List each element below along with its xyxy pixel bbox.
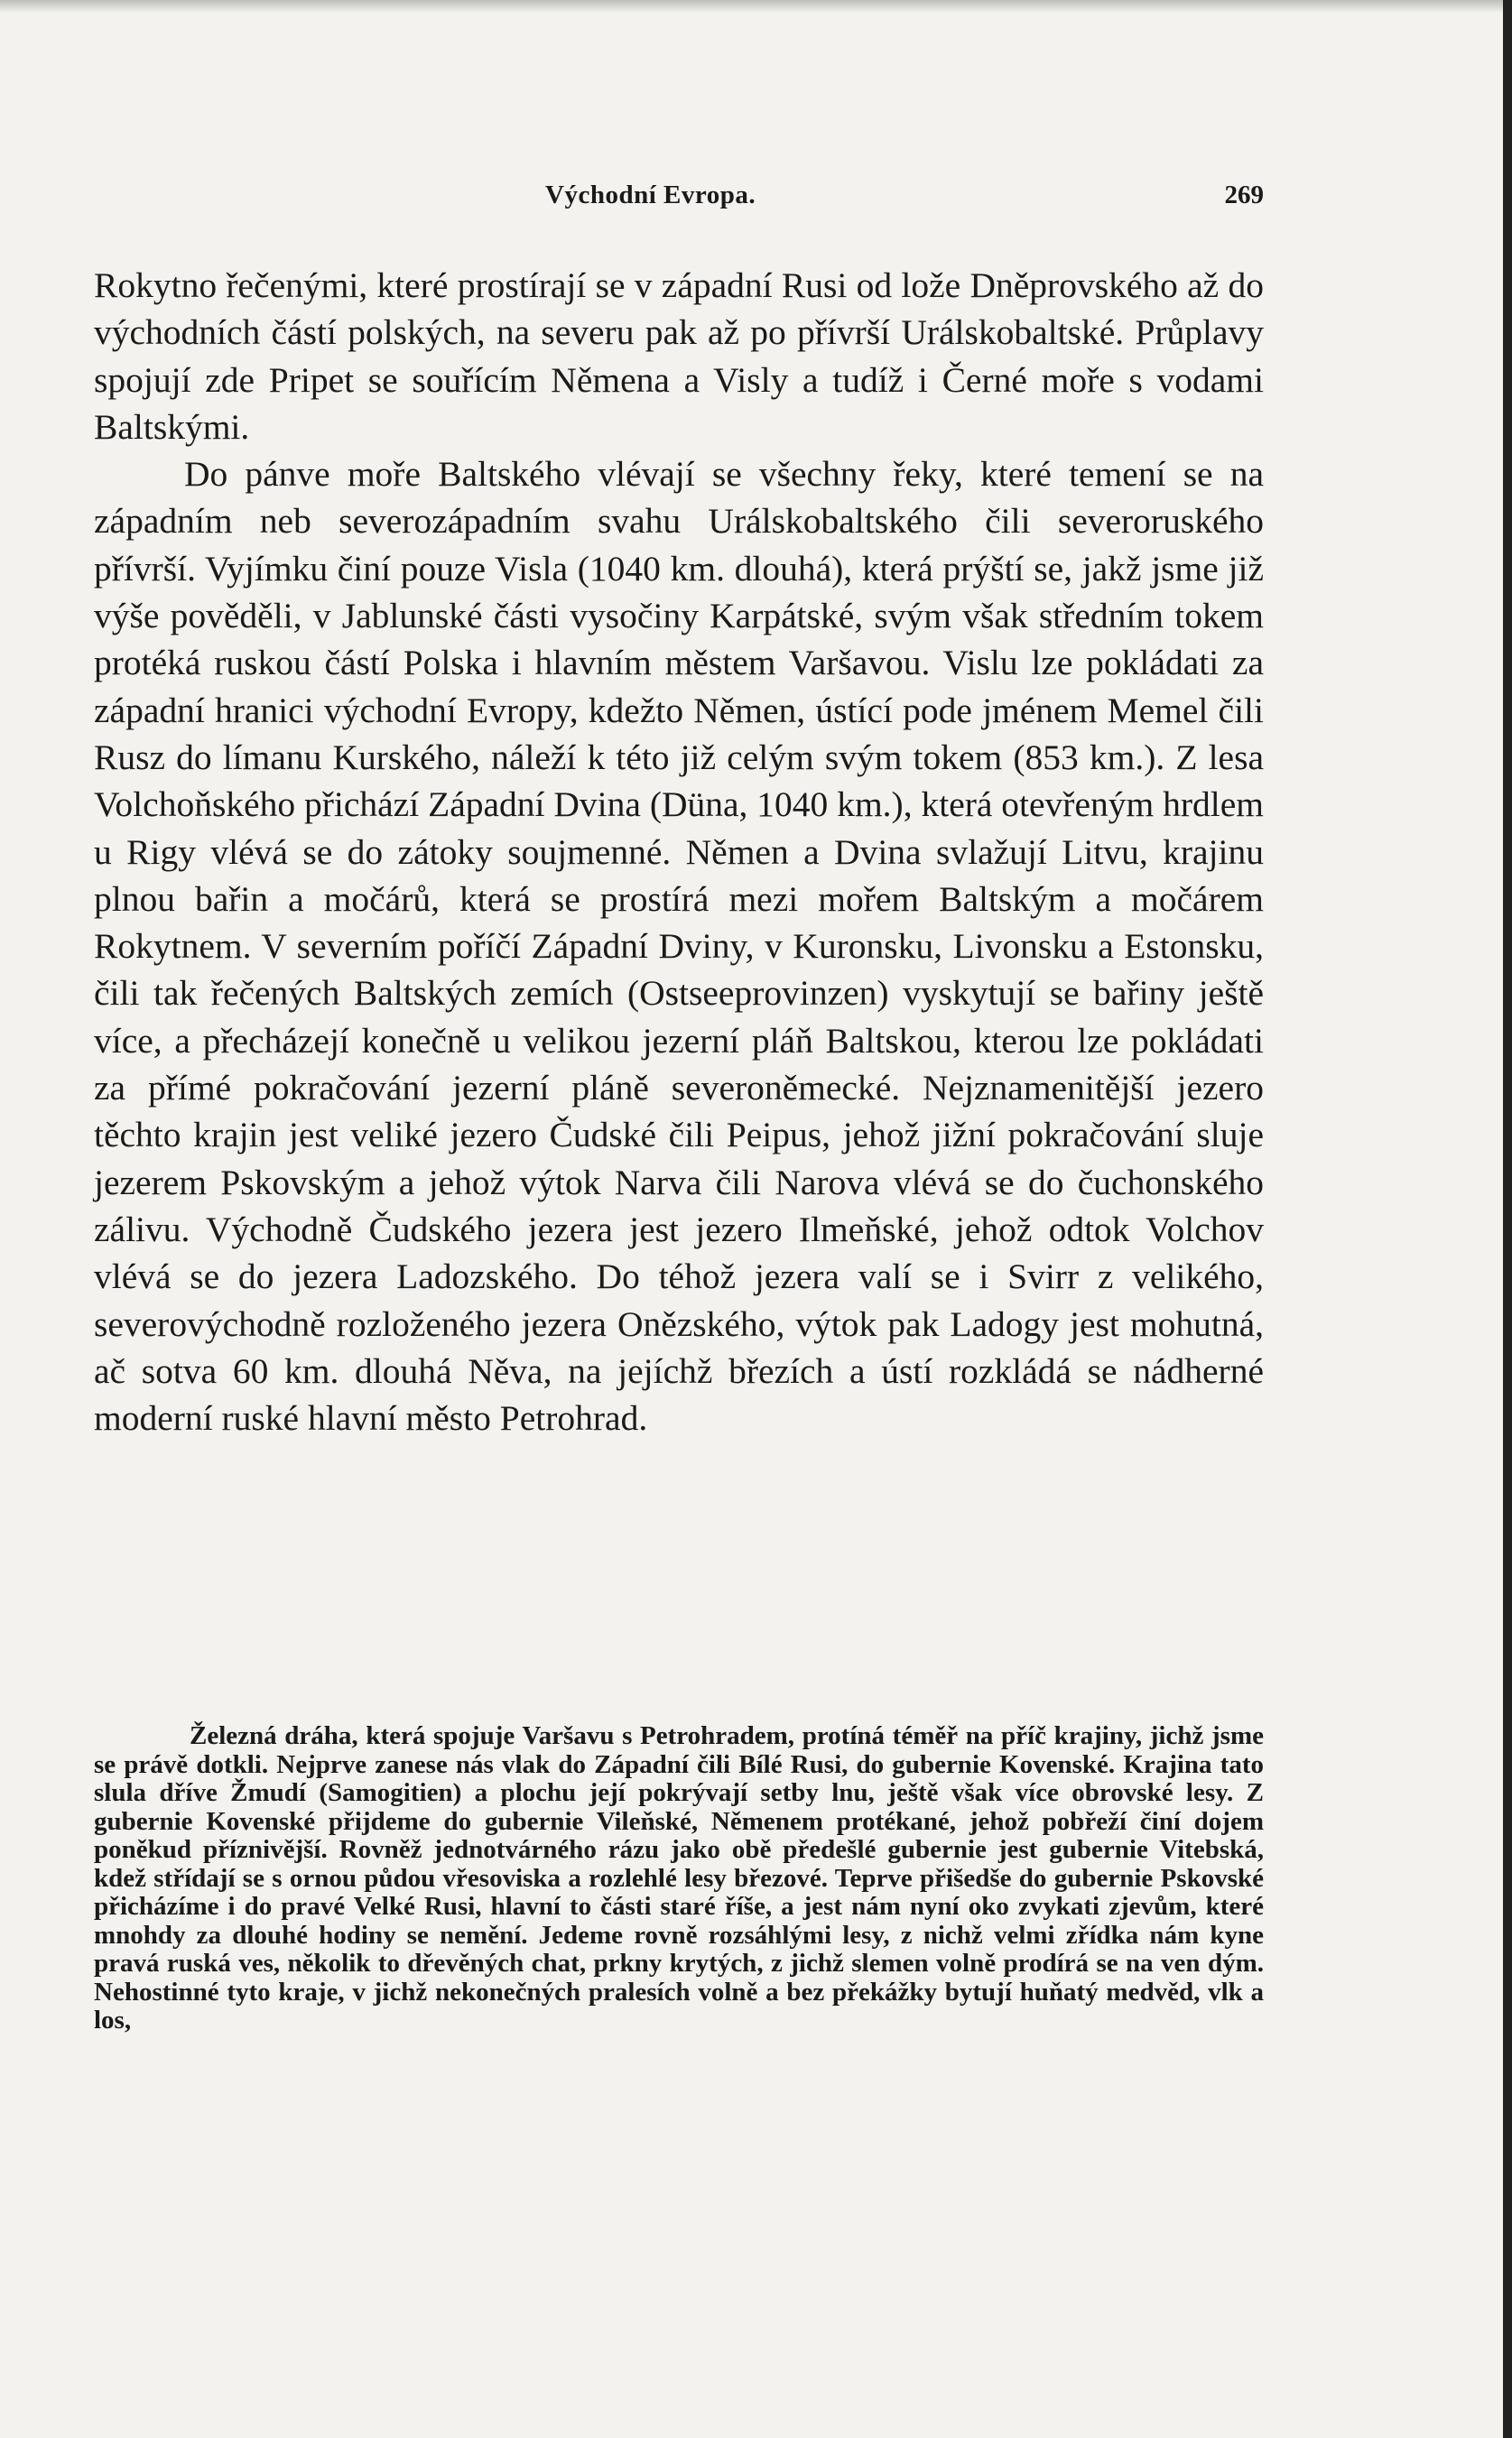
page-top-edge [0, 0, 1512, 13]
page-right-edge [1503, 0, 1512, 2438]
paragraph-2: Do pánve moře Baltského vlévají se všechny řeky, které temení se na západním neb severozápadním svahu Urálskobaltského čili severoruského přívrší. Vyjímku činí pouze Visla (1040 km. dlouhá), která prýští se, jakž jsme již výše pověděli, v Jablunské části vysočiny Karpátské, svým však středním tokem protéká ruskou částí Polska i hlavním městem Varšavou. Vislu lze pokládati za západní hranici východní Evropy, kdežto Němen, ústící pode jménem Memel čili Rusz do límanu Kurského, náleží k této již celým svým tokem (853 km.). Z lesa Volchoňského přichází Západní Dvina (Düna, 1040 km.), která otevřeným hrdlem u Rigy vlévá se do zátoky soujmenné. Němen a Dvina svlažují Litvu, krajinu plnou bařin a močárů, která se prostírá mezi mořem Baltským a močárem Rokytnem. V severním poříčí Západní Dviny, v Kuronsku, Livonsku a Estonsku, čili tak řečených Baltských zemích (Ostseeprovinzen) vyskytují se bařiny ještě více, a přecházejí konečně u velikou jezerní pláň Baltskou, kterou lze pokládati za přímé pokračování jezerní pláně severoněmecké. Nejznamenitější jezero těchto krajin jest veliké jezero Čudské čili Peipus, jehož jižní pokračování sluje jezerem Pskovským a jehož výtok Narva čili Narova vlévá se do čuchonského zálivu. Východně Čudského jezera jest jezero Ilmeňské, jehož odtok Volchov vlévá se do jezera Ladozského. Do téhož jezera valí se i Svirr z velikého, severovýchodně rozloženého jezera Onězského, výtok pak Ladogy jest mohutná, ač sotva 60 km. dlouhá Něva, na jejíchž březích a ústí rozkládá se nádherné moderní ruské hlavní město Petrohrad. [94, 454, 1264, 1439]
main-text [94, 262, 1264, 1441]
paragraph-1: Rokytno řečenými, které prostírají se v západní Rusi od lože Dněprovského až do východních částí polských, na severu pak až po přívrší Urálskobaltské. Průplavy spojují zde Pripet se souřícím Němena a Visly a tudíž i Černé moře s vodami Baltskými. [94, 265, 1264, 447]
running-head: Východní Evropa. [545, 181, 756, 209]
footnote: Železná dráha, která spojuje Varšavu s Petrohradem, protíná téměř na příč krajiny, jichž jsme se právě dotkli. Nejprve zanese nás vlak do Západní čili Bílé Rusi, do gubernie Kovenské. Krajina tato slula dříve Žmudí (Samogitien) a plochu její pokrývají setby lnu, ještě však více obrovské lesy. Z gubernie Kovenské přijdeme do gubernie Vileňské, Němenem protékané, jehož pobřeží činí dojem poněkud příznivější. Rovněž jednotvárného rázu jako obě předešlé gubernie jest gubernie Vitebská, kdež střídají se s ornou půdou vřesoviska a rozlehlé lesy březové. Teprve přišedše do gubernie Pskovské přicházíme i do pravé Velké Rusi, hlavní to části staré říše, a jest nám nyní oko zvykati zjevům, které mnohdy za dlouhé hodiny se nemění. Jedeme rovně rozsáhlými lesy, z nichž velmi zřídka nám kyne pravá ruská ves, několik to dřevěných chat, prkny krytých, z jichž slemen volně prodírá se na ven dým. Nehostinné tyto kraje, v jichž nekonečných pralesích volně a bez překážky bytují huňatý medvěd, vlk a los, [94, 1721, 1264, 2035]
page-number: 269 [1224, 181, 1264, 209]
page-header [94, 181, 1264, 220]
